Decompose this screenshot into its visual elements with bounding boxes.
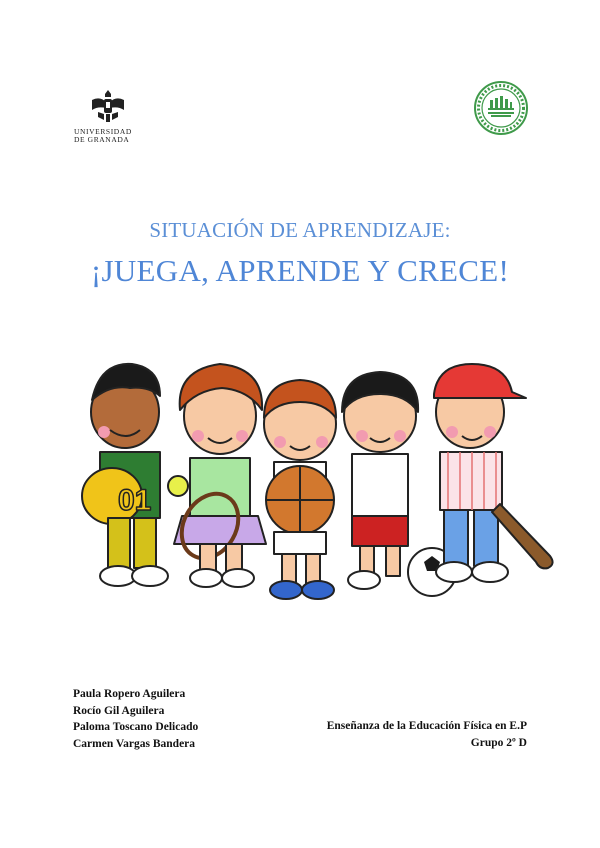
kid-5: [434, 364, 553, 582]
university-name: [74, 128, 144, 144]
authors-list: [73, 686, 198, 752]
course-subject: Enseñanza de la Educación Física en E.P: [326, 720, 527, 732]
author-name: Carmen Vargas Bandera: [73, 737, 196, 750]
eagle-crest-icon: [88, 86, 128, 126]
kids-sports-illustration: [70, 360, 560, 622]
kid-2: [168, 364, 266, 587]
university-name-line2: DE GRANADA: [74, 135, 130, 144]
university-logo: [74, 86, 140, 148]
svg-text:01: 01: [118, 484, 152, 517]
author-name: Paloma Toscano Delicado: [73, 721, 199, 733]
kid-1: [82, 364, 168, 586]
course-info: [327, 718, 527, 751]
course-group: Grupo 2º D: [470, 736, 527, 749]
university-name-line1: UNIVERSIDAD: [74, 127, 132, 136]
author-name: Paula Ropero Aguilera: [73, 688, 186, 700]
main-title: ¡JUEGA, APRENDE Y CRECE!: [90, 253, 510, 288]
author-name: Rocío Gil Aguilera: [73, 704, 165, 717]
faculty-seal-icon: [473, 80, 529, 136]
subtitle: SITUACIÓN DE APRENDIZAJE:: [149, 218, 451, 242]
kid-3: [264, 380, 336, 599]
